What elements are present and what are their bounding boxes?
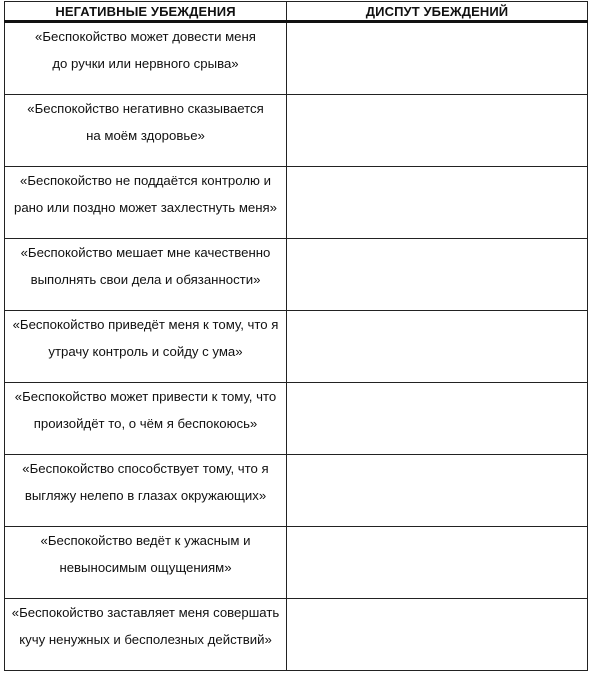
- belief-line: «Беспокойство негативно сказывается: [27, 101, 264, 116]
- negative-belief-cell: [5, 22, 287, 95]
- negative-belief-cell: [5, 311, 287, 383]
- table-row: [5, 527, 588, 599]
- belief-line: рано или поздно может захлестнуть меня»: [13, 200, 278, 215]
- dispute-cell[interactable]: [287, 383, 588, 455]
- table-row: [5, 95, 588, 167]
- negative-belief-cell: [5, 599, 287, 671]
- belief-line: «Беспокойство способствует тому, что я: [22, 461, 269, 476]
- belief-line: «Беспокойство мешает мне качественно: [20, 245, 271, 260]
- table-row: [5, 239, 588, 311]
- dispute-cell[interactable]: [287, 239, 588, 311]
- negative-belief-cell: [5, 239, 287, 311]
- belief-line: «Беспокойство заставляет меня совершать: [11, 605, 280, 620]
- table-row: [5, 383, 588, 455]
- belief-line: невыносимым ощущениям»: [59, 560, 232, 575]
- belief-line: «Беспокойство может привести к тому, что: [14, 389, 277, 404]
- table-row: [5, 22, 588, 95]
- belief-text: [5, 527, 286, 581]
- belief-text: [5, 239, 286, 293]
- belief-line: «Беспокойство ведёт к ужасным и: [40, 533, 251, 548]
- belief-line: выполнять свои дела и обязанности»: [30, 272, 261, 287]
- beliefs-table: [4, 1, 588, 671]
- belief-line: на моём здоровье»: [86, 128, 205, 143]
- header-negative-beliefs: НЕГАТИВНЫЕ УБЕЖДЕНИЯ: [5, 2, 287, 22]
- header-row: [5, 2, 588, 22]
- dispute-cell[interactable]: [287, 599, 588, 671]
- dispute-cell[interactable]: [287, 167, 588, 239]
- belief-line: кучу ненужных и бесполезных действий»: [19, 632, 272, 647]
- table-row: [5, 599, 588, 671]
- belief-line: «Беспокойство может довести меня: [35, 29, 256, 44]
- table-row: [5, 455, 588, 527]
- dispute-cell[interactable]: [287, 95, 588, 167]
- table-row: [5, 311, 588, 383]
- negative-belief-cell: [5, 383, 287, 455]
- belief-line: утрачу контроль и сойду с ума»: [48, 344, 243, 359]
- dispute-cell[interactable]: [287, 22, 588, 95]
- negative-belief-cell: [5, 167, 287, 239]
- belief-line: до ручки или нервного срыва»: [52, 56, 239, 71]
- belief-text: [5, 599, 286, 653]
- belief-text: [5, 455, 286, 509]
- belief-text: [5, 23, 286, 77]
- belief-line: «Беспокойство не поддаётся контролю и: [20, 173, 271, 188]
- belief-text: [5, 311, 286, 365]
- belief-line: выгляжу нелепо в глазах окружающих»: [24, 488, 267, 503]
- negative-belief-cell: [5, 527, 287, 599]
- table-row: [5, 167, 588, 239]
- belief-line: «Беспокойство приведёт меня к тому, что я: [12, 317, 279, 332]
- header-belief-dispute: ДИСПУТ УБЕЖДЕНИЙ: [287, 2, 588, 22]
- dispute-cell[interactable]: [287, 455, 588, 527]
- belief-text: [5, 383, 286, 437]
- negative-belief-cell: [5, 455, 287, 527]
- belief-text: [5, 167, 286, 221]
- belief-text: [5, 95, 286, 149]
- negative-belief-cell: [5, 95, 287, 167]
- dispute-cell[interactable]: [287, 311, 588, 383]
- dispute-cell[interactable]: [287, 527, 588, 599]
- belief-line: произойдёт то, о чём я беспокоюсь»: [33, 416, 258, 431]
